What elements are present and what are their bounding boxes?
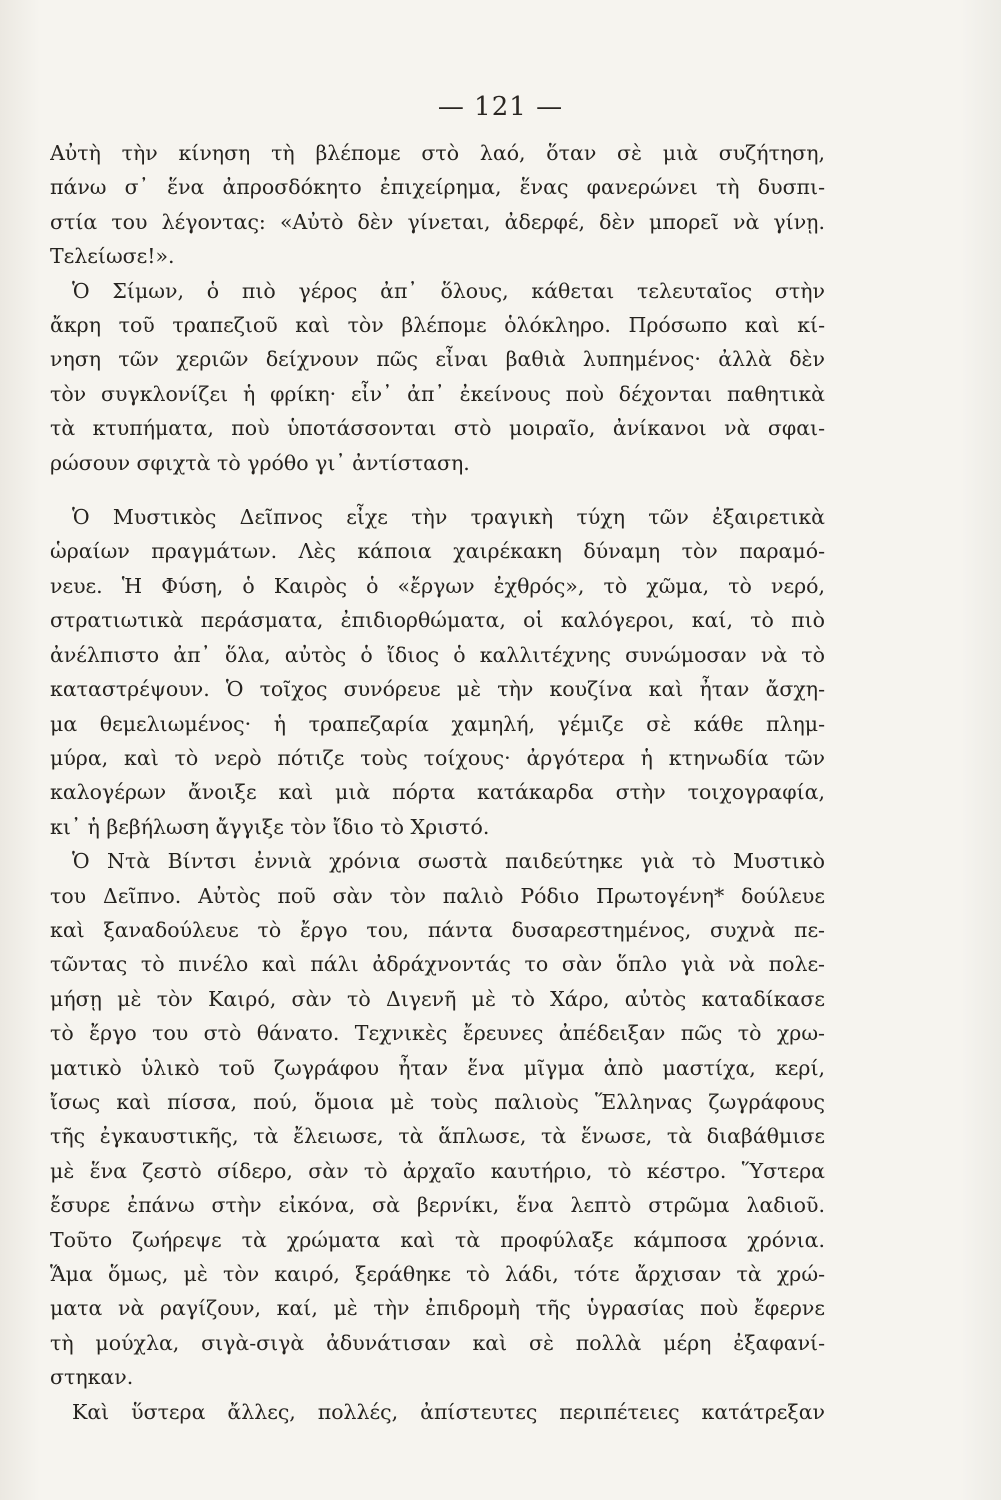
text-line: Καὶ ὕστερα ἄλλες, πολλές, ἀπίστευτες περιπέτειες κατάτρεξαν <box>72 1399 825 1424</box>
text-line: Ἅμα ὅμως, μὲ τὸν καιρό, ξεράθηκε τὸ λάδι, τότε ἄρχισαν τὰ χρώ- <box>50 1262 825 1286</box>
text-line: πάνω σ᾽ ἕνα ἀπροσδόκητο ἐπιχείρημα, ἕνας φανερώνει τὴ δυσπι- <box>50 175 825 200</box>
text-line: Τελείωσε!». <box>50 244 175 269</box>
text-line: ἄκρη τοῦ τραπεζιοῦ καὶ τὸν βλέπομε ὁλόκληρο. Πρόσωπο καὶ κί- <box>50 313 825 338</box>
text-line: καὶ ξαναδούλευε τὸ ἔργο του, πάντα δυσαρεστημένος, συχνὰ πε- <box>50 917 825 942</box>
text-line: τῶντας τὸ πινέλο καὶ πάλι ἀδράχνοντάς το σὰν ὅπλο γιὰ νὰ πολε- <box>50 952 825 977</box>
text-line: ἴσως καὶ πίσσα, πού, ὅμοια μὲ τοὺς παλιοὺς Ἕλληνας ζωγράφους <box>50 1089 825 1114</box>
text-line: ἀνέλπιστο ἀπ᾽ ὅλα, αὐτὸς ὁ ἴδιος ὁ καλλιτέχνης συνώμοσαν νὰ τὸ <box>50 642 825 667</box>
text-line: νευε. Ἡ Φύση, ὁ Καιρὸς ὁ «ἔργων ἐχθρός», τὸ χῶμα, τὸ νερό, <box>50 573 825 598</box>
text-line: τὸν συγκλονίζει ἡ φρίκη· εἶν᾽ ἀπ᾽ ἐκείνους ποὺ δέχονται παθητικὰ <box>50 381 825 406</box>
text-line: ματα νὰ ραγίζουν, καί, μὲ τὴν ἐπιδρομὴ τῆς ὑγρασίας ποὺ ἔφερνε <box>50 1296 825 1321</box>
text-line: ὡραίων πραγμάτων. Λὲς κάποια χαιρέκακη δύναμη τὸν παραμό- <box>50 539 825 564</box>
text-line: νηση τῶν χεριῶν δείχνουν πῶς εἶναι βαθιὰ λυπημένος· ἀλλὰ δὲν <box>50 347 825 372</box>
text-line: του Δεῖπνο. Αὐτὸς ποῦ σὰν τὸν παλιὸ Ρόδιο Πρωτογένη* δούλευε <box>50 883 825 908</box>
text-line: Ὁ Ντὰ Βίντσι ἐννιὰ χρόνια σωστὰ παιδεύτηκε γιὰ τὸ Μυστικὸ <box>72 849 825 874</box>
text-line: μήσῃ μὲ τὸν Καιρό, σὰν τὸ Διγενῆ μὲ τὸ Χάρο, αὐτὸς καταδίκασε <box>50 986 825 1011</box>
text-line: ἔσυρε ἐπάνω στὴν εἰκόνα, σὰ βερνίκι, ἕνα λεπτὸ στρῶμα λαδιοῦ. <box>50 1193 825 1218</box>
page-number: — 121 — <box>437 92 564 122</box>
text-line: καταστρέψουν. Ὁ τοῖχος συνόρευε μὲ τὴν κουζίνα καὶ ἦταν ἄσχη- <box>50 677 825 702</box>
text-line: στηκαν. <box>50 1365 134 1390</box>
text-line: μὲ ἕνα ζεστὸ σίδερο, σὰν τὸ ἀρχαῖο καυτήριο, τὸ κέστρο. Ὕστερα <box>50 1158 825 1183</box>
text-line: στία του λέγοντας: «Αὐτὸ δὲν γίνεται, ἀδερφέ, δὲν μπορεῖ νὰ γίνῃ. <box>50 209 825 234</box>
text-line: τὸ ἔργο του στὸ θάνατο. Τεχνικὲς ἔρευνες ἀπέδειξαν πῶς τὸ χρω- <box>50 1021 825 1046</box>
text-line: στρατιωτικὰ περάσματα, ἐπιδιορθώματα, οἱ καλόγεροι, καί, τὸ πιὸ <box>50 608 825 633</box>
text-line: μύρα, καὶ τὸ νερὸ πότιζε τοὺς τοίχους· ἀργότερα ἡ κτηνωδία τῶν <box>50 745 825 770</box>
text-line: κι᾽ ἡ βεβήλωση ἄγγιξε τὸν ἴδιο τὸ Χριστό. <box>50 814 490 839</box>
text-line: Τοῦτο ζωήρεψε τὰ χρώματα καὶ τὰ προφύλαξε κάμποσα χρόνια. <box>50 1227 825 1252</box>
text-line: Ὁ Μυστικὸς Δεῖπνος εἶχε τὴν τραγικὴ τύχη τῶν ἐξαιρετικὰ <box>72 505 825 530</box>
text-line: τὴ μούχλα, σιγὰ-σιγὰ ἀδυνάτισαν καὶ σὲ πολλὰ μέρη ἐξαφανί- <box>50 1330 825 1355</box>
text-line: μα θεμελιωμένος· ἡ τραπεζαρία χαμηλή, γέμιζε σὲ κάθε πλημ- <box>50 711 825 736</box>
text-line: τὰ κτυπήματα, ποὺ ὑποτάσσονται στὸ μοιραῖο, ἀνίκανοι νὰ σφαι- <box>50 416 825 441</box>
text-line: ματικὸ ὑλικὸ τοῦ ζωγράφου ἦταν ἕνα μῖγμα ἀπὸ μαστίχα, κερί, <box>50 1055 825 1080</box>
text-line: καλογέρων ἄνοιξε καὶ μιὰ πόρτα κατάκαρδα στὴν τοιχογραφία, <box>50 780 825 805</box>
text-line: τῆς ἐγκαυστικῆς, τὰ ἔλειωσε, τὰ ἅπλωσε, τὰ ἕνωσε, τὰ διαβάθμισε <box>50 1124 825 1149</box>
text-line: Ὁ Σίμων, ὁ πιὸ γέρος ἀπ᾽ ὅλους, κάθεται τελευταῖος στὴν <box>72 278 825 303</box>
text-line: Αὐτὴ τὴν κίνηση τὴ βλέπομε στὸ λαό, ὅταν σὲ μιὰ συζήτηση, <box>50 141 825 165</box>
body-text <box>50 136 825 1429</box>
text-line: ρώσουν σφιχτὰ τὸ γρόθο γι᾽ ἀντίσταση. <box>50 450 470 475</box>
